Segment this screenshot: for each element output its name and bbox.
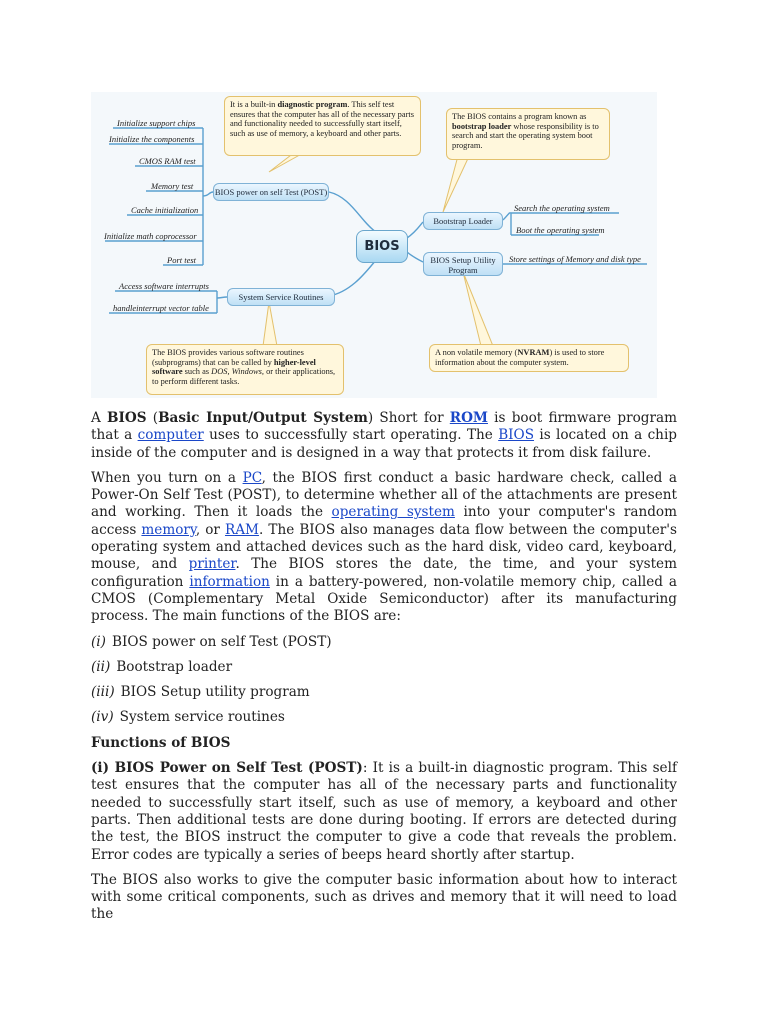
intro-paragraph: A BIOS (Basic Input/Output System) Short for ROM is boot firmware program that a computer uses to successfully start operating. The BIOS is located on a chip inside of the computer and is designed in a way that protects it from disk failure. [91,410,677,461]
diagram-label: CMOS RAM test [139,156,196,166]
information-link[interactable]: information [189,573,270,590]
diagram-label: Boot the operating system [516,225,605,235]
diagram-label: Cache initialization [131,205,199,215]
diagram-label: Memory test [151,181,194,191]
pc-link[interactable]: PC [242,469,262,486]
list-item: (iii) BIOS Setup utility program [91,684,310,701]
computer-link[interactable]: computer [137,427,204,444]
list-item: (iv) System service routines [91,709,285,726]
diagram-label: Initialize math coprocessor [104,231,197,241]
service-note: The BIOS provides various software routines (subprograms) that can be called by higher-level software such as DOS, Windows, or their applications, to perform different tasks. [146,344,344,395]
ram-link[interactable]: RAM [224,521,259,538]
overview-paragraph: When you turn on a PC, the BIOS first conduct a basic hardware check, called a Power-On Self Test (POST), to determine whether all of the attachments are present and working. Then it loads the operating system into your computer's random access memory, or RAM. The BIOS also manages data flow between the computer's operating system and attached devices such as the hard disk, video card, keyboard, mouse, and printer. The BIOS stores the date, the time, and your system configuration information in a battery-powered, non-volatile memory chip, called a CMOS (Complementary Metal Oxide Semiconductor) after its manufacturing process. The main functions of the BIOS are: [91,469,678,625]
setup-node: BIOS Setup Utility Program [423,252,503,276]
closing-paragraph: The BIOS also works to give the computer basic information about how to interact with some critical components, such as drives and memory that it will need to load the [91,871,677,923]
service-node: System Service Routines [227,288,335,306]
list-item: (i) BIOS power on self Test (POST) [91,633,332,650]
diagram-label: Initialize support chips [117,118,196,128]
post-node: BIOS power on self Test (POST) [213,183,329,201]
memory-link[interactable]: memory [141,521,196,538]
bios-link[interactable]: BIOS [498,427,535,444]
rom-link[interactable]: ROM [449,410,488,426]
bootstrap-node: Bootstrap Loader [423,212,503,230]
diagram-label: Search the operating system [514,203,610,213]
bios-center-node: BIOS [356,230,408,263]
operating-system-link[interactable]: operating system [331,504,455,521]
post-note: It is a built-in diagnostic program. This self test ensures that the computer has all of the necessary parts and functionality needed to successfully start itself, such as use of memory, a keyboard and other parts. [224,96,421,156]
bios-mind-map [91,92,657,398]
list-item: (ii) Bootstrap loader [91,658,233,675]
post-paragraph: (i) BIOS Power on Self Test (POST): It is a built-in diagnostic program. This self test ensures that the computer has all of the necessary parts and functionality needed to successfully start itself, such as use of memory, a keyboard and other parts. Then additional tests are done during booting. If errors are detected during the test, the BIOS instruct the computer to give a code that reveals the problem. Error codes are typically a series of beeps heard shortly after startup. [91,760,677,863]
printer-link[interactable]: printer [188,556,236,573]
section-heading: Functions of BIOS [91,734,231,751]
nvram-note: A non volatile memory (NVRAM) is used to store information about the computer system. [429,344,629,372]
diagram-label: Port test [167,255,197,265]
diagram-label: handleinterrupt vector table [113,303,209,313]
diagram-label: Store settings of Memory and disk type [509,254,641,264]
diagram-label: Initialize the components [109,134,195,144]
article-body [91,410,677,932]
diagram-label: Access software interrupts [119,281,209,291]
bootstrap-note: The BIOS contains a program known as bootstrap loader whose responsibility is to search and start the operating system boot program. [446,108,610,160]
